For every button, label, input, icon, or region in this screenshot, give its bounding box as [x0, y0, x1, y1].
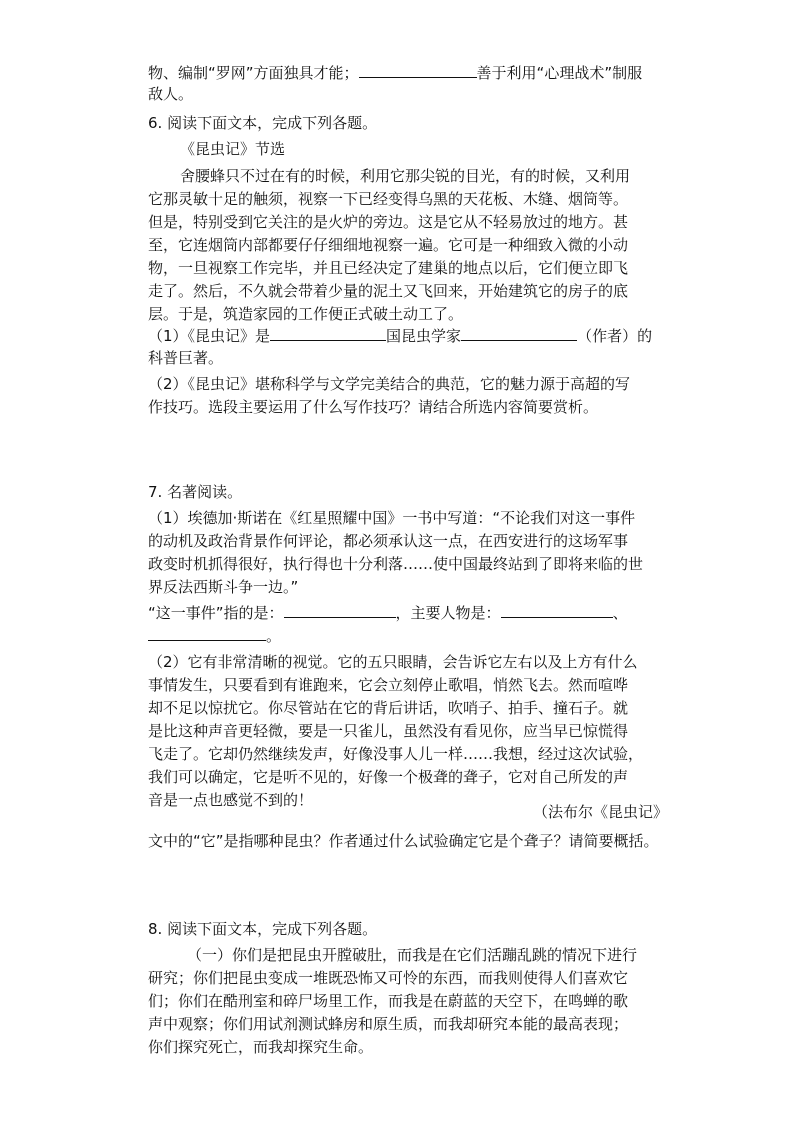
- q7-p2-line: 飞走了。它却仍然继续发声，好像没事人儿一样……我想，经过这次试验，: [148, 745, 644, 763]
- q6-title: 6. 阅读下面文本，完成下列各题。: [148, 114, 378, 132]
- q7-p2-line: 事情发生，只要看到有谁跑来，它会立刻停止歌唱，悄然飞去。然而喧哗: [148, 676, 629, 694]
- q8-passage-line: 声中观察；你们用试剂测试蜂房和原生质，而我却研究本能的最高表现；: [148, 1015, 629, 1033]
- q6-sub1-line2: 科普巨著。: [148, 349, 224, 367]
- q7-fill-d: 。: [266, 627, 282, 645]
- q7-p2-line: 音是一点也感觉不到的！: [148, 791, 314, 809]
- q6-passage-line: 层。于是，筑造家园的工作便正式破土动工了。: [148, 305, 464, 323]
- answer-blank[interactable]: [501, 601, 613, 618]
- q7-p1-line: 界反法西斯斗争一边。”: [148, 578, 299, 596]
- q6-source: 《昆虫记》节选: [180, 140, 286, 158]
- q7-p2-line: （2）它有非常清晰的视觉。它的五只眼睛，会告诉它左右以及上方有什么: [148, 653, 638, 671]
- top-line-1: [148, 61, 642, 84]
- q8-passage-line: （一）你们是把昆虫开膛破肚，而我是在它们活蹦乱跳的情况下进行: [187, 946, 638, 964]
- q7-fill-b: ，主要人物是：: [395, 604, 501, 622]
- q6-sub1-c: （作者）的: [577, 327, 653, 345]
- answer-blank[interactable]: [270, 324, 386, 341]
- q7-p2-line: 我们可以确定，它是听不见的，好像一个极聋的聋子，它对自己所发的声: [148, 768, 629, 786]
- q8-passage-line: 你们探究死亡，而我却探究生命。: [148, 1038, 374, 1056]
- answer-blank[interactable]: [461, 324, 577, 341]
- q6-sub1-b: 国昆虫学家: [386, 327, 462, 345]
- q6-passage-line: 它那灵敏十足的触须，视察一下已经变得乌黑的天花板、木缝、烟筒等。: [148, 190, 629, 208]
- answer-blank[interactable]: [148, 624, 266, 641]
- top-line-1-a: 物、编制“罗网”方面独具才能；: [148, 64, 359, 82]
- q7-p2-line: 却不足以惊扰它。你尽管站在它的背后讲话，吹哨子、拍手、撞石子。就: [148, 699, 629, 717]
- q7-title: 7. 名著阅读。: [148, 483, 243, 501]
- q7-attribution: （法布尔《昆虫记》: [532, 803, 668, 821]
- q6-passage-line: 舍腰蜂只不过在有的时候，利用它那尖锐的目光，有的时候，又利用: [180, 167, 631, 185]
- q7-fill-c: 、: [612, 604, 628, 622]
- q7-fill-line: [148, 601, 628, 624]
- q6-passage-line: 但是，特别受到它关注的是火炉的旁边。这是它从不轻易放过的地方。甚: [148, 213, 629, 231]
- q8-passage-line: 们；你们在酷刑室和碎尸场里工作，而我是在蔚蓝的天空下，在鸣蝉的歌: [148, 992, 629, 1010]
- q6-passage-line: 走了。然后，不久就会带着少量的泥土又飞回来，开始建筑它的房子的底: [148, 282, 629, 300]
- q7-p1-line: 政变时机抓得很好，执行得也十分利落……使中国最终站到了即将来临的世: [148, 555, 644, 573]
- q7-p1-line: （1）埃德加·斯诺在《红星照耀中国》一书中写道：“不论我们对这一事件: [148, 509, 636, 527]
- q7-question: 文中的“它”是指哪种昆虫？作者通过什么试验确定它是个聋子？请简要概括。: [148, 832, 659, 850]
- q8-passage-line: 研究；你们把昆虫变成一堆既恐怖又可怜的东西，而我则使得人们喜欢它: [148, 969, 629, 987]
- q6-passage-line: 至，它连烟筒内部都要仔仔细细地视察一遍。它可是一种细致入微的小动: [148, 236, 629, 254]
- q6-sub1-a: （1）《昆虫记》是: [148, 327, 271, 345]
- q6-sub2-line: 作技巧。选段主要运用了什么写作技巧？请结合所选内容简要赏析。: [148, 398, 599, 416]
- answer-blank[interactable]: [284, 601, 396, 618]
- answer-blank[interactable]: [359, 61, 477, 78]
- q8-title: 8. 阅读下面文本，完成下列各题。: [148, 920, 378, 938]
- top-line-2: 敌人。: [148, 85, 194, 103]
- q6-passage-line: 物，一旦视察工作完毕，并且已经决定了建巢的地点以后，它们便立即飞: [148, 259, 629, 277]
- q7-p2-line: 是比这种声音更轻微，要是一只雀儿，虽然没有看见你，应当早已惊慌得: [148, 722, 629, 740]
- q7-fill-line-2: [148, 624, 281, 647]
- q7-p1-line: 的动机及政治背景作何评论，都必须承认这一点，在西安进行的这场军事: [148, 532, 629, 550]
- q7-fill-a: “这一事件”指的是：: [148, 604, 284, 622]
- q6-sub2-line: （2）《昆虫记》堪称科学与文学完美结合的典范，它的魅力源于高超的写: [148, 375, 631, 393]
- top-line-1-b: 善于利用“心理战术”制服: [476, 64, 643, 82]
- q6-sub1: [148, 324, 652, 347]
